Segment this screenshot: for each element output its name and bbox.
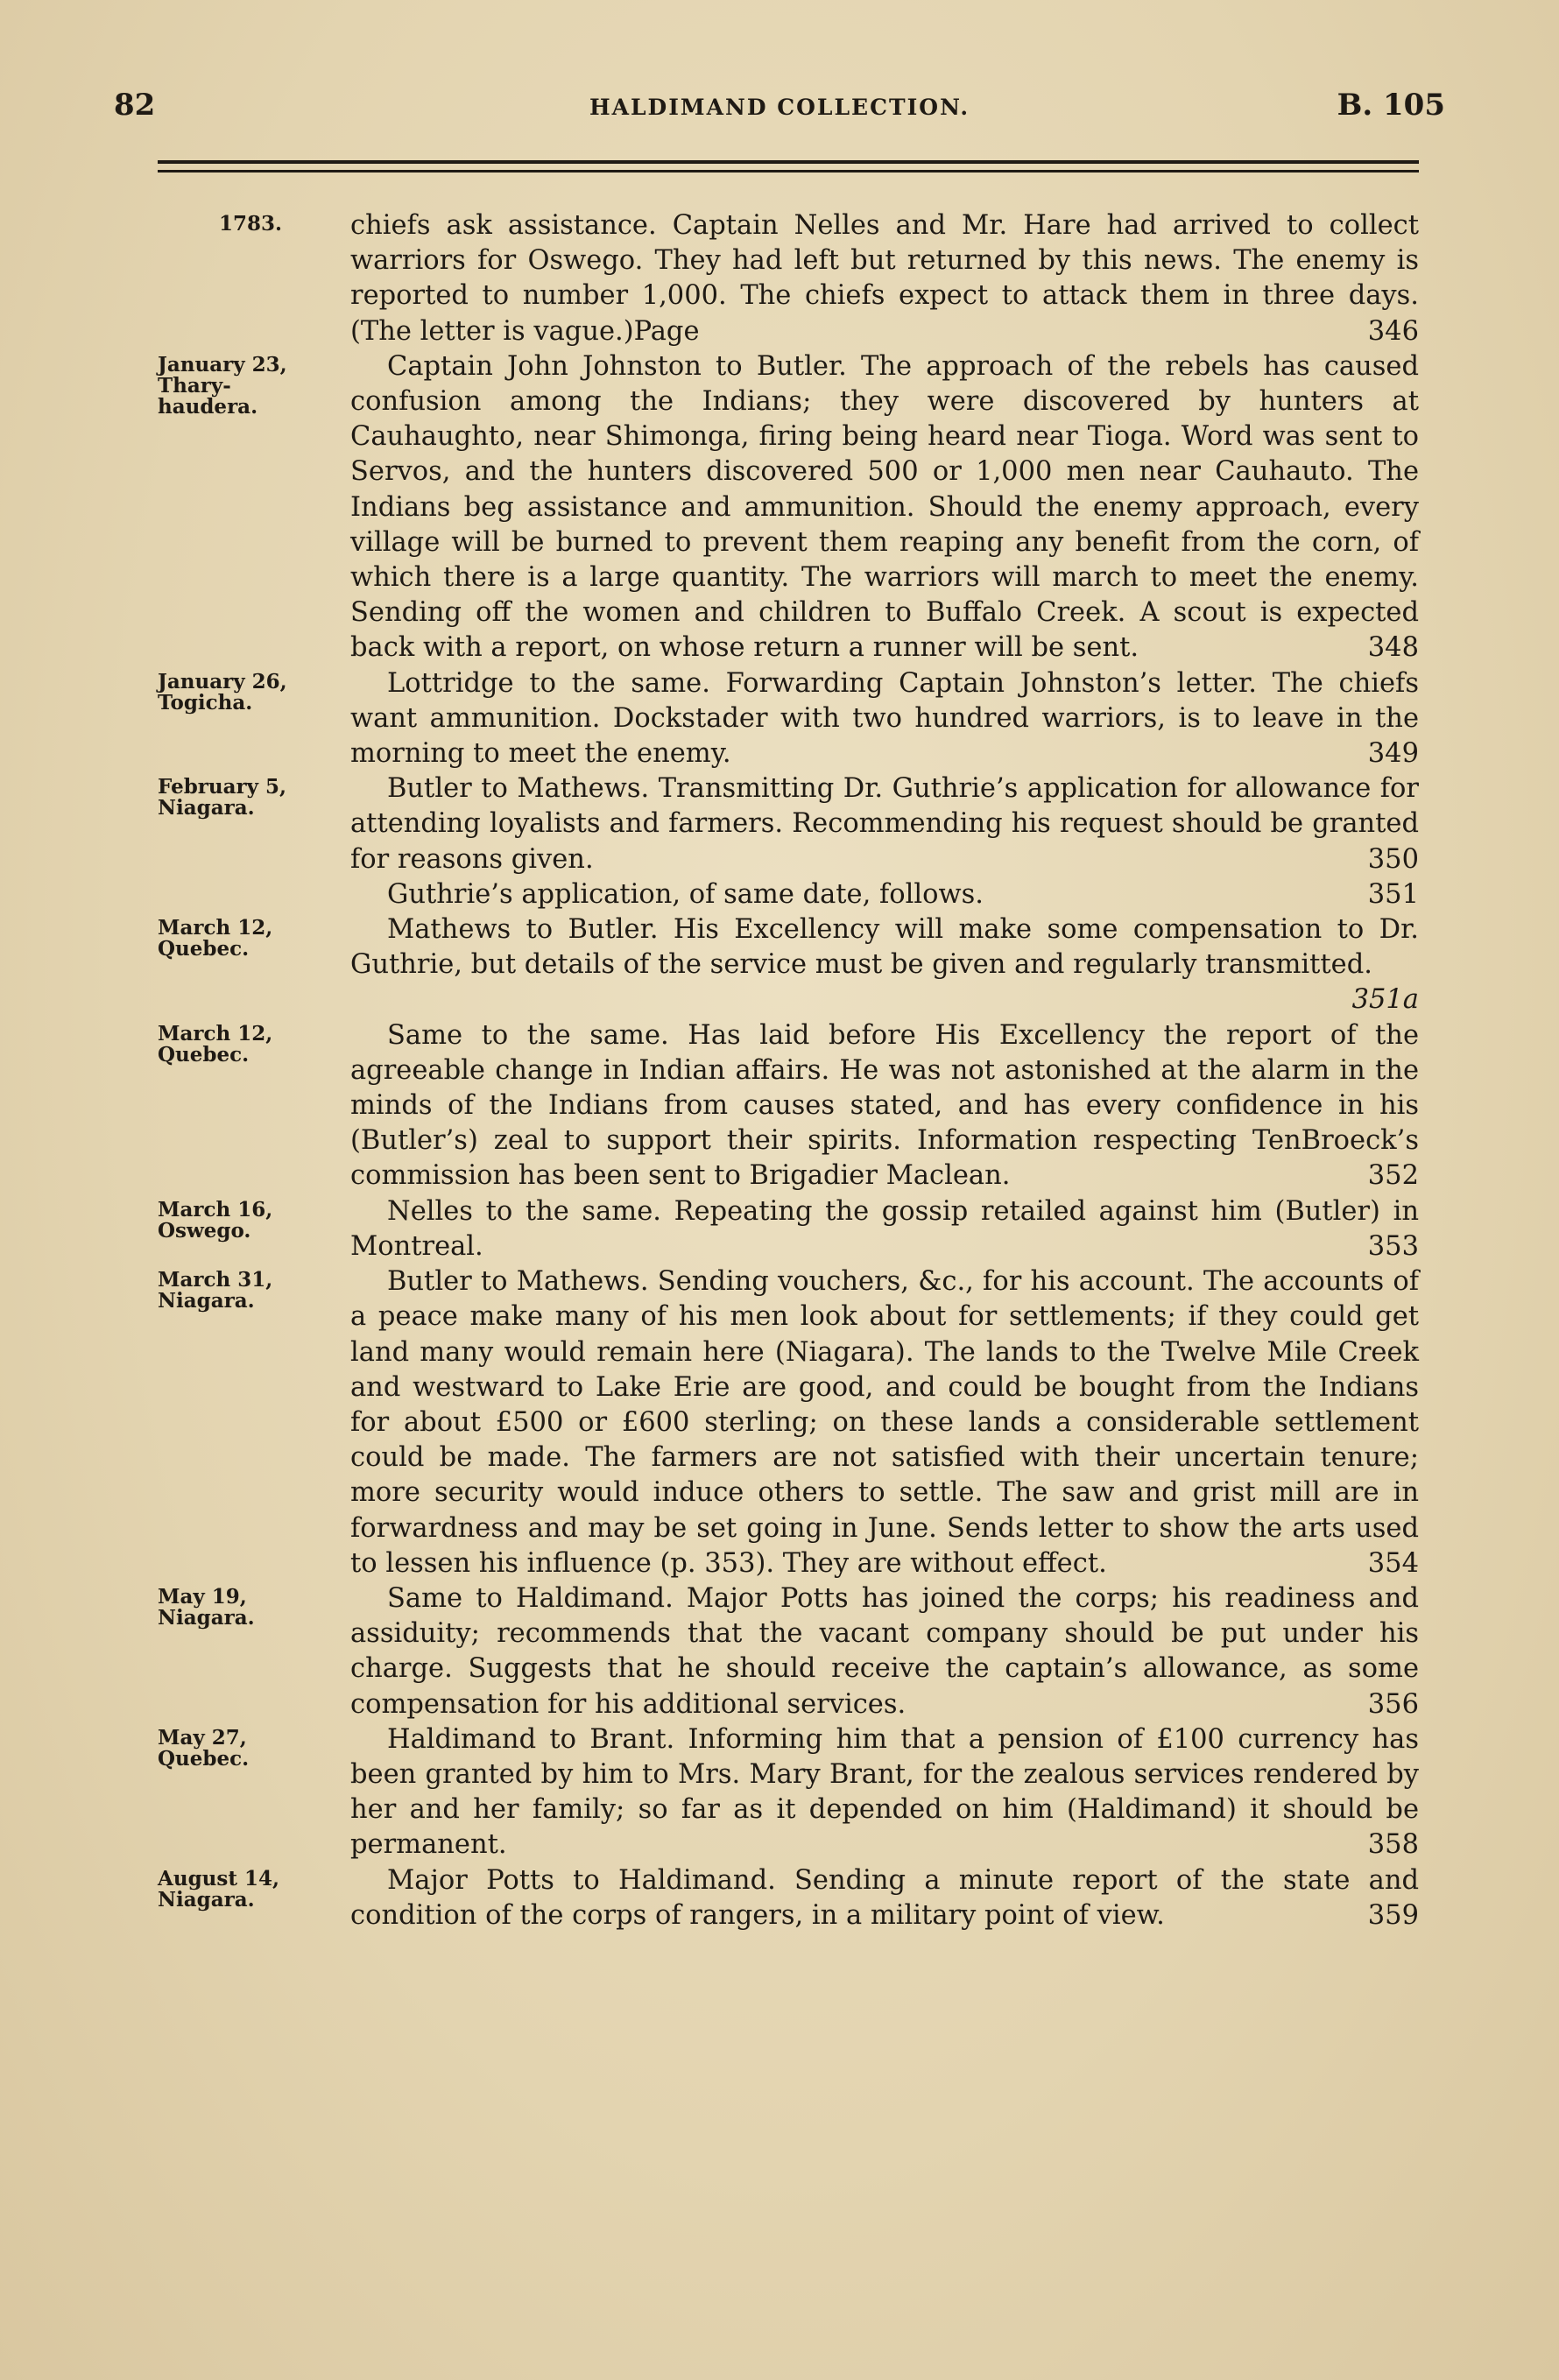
page-number: 82 — [114, 88, 156, 123]
calendar-entry — [158, 1863, 1419, 1933]
entry-text-block — [350, 771, 1419, 877]
entry-place: Quebec. — [158, 1746, 250, 1771]
entry-text-block — [350, 208, 1419, 349]
entry-marginal — [158, 771, 350, 819]
entry-page-ref: 353 — [1367, 1230, 1419, 1262]
entry-text: chiefs ask assistance. Captain Nelles and Mr. Hare had arrived to collect warriors for Oswego. They had left but returned by this news. The enemy is reported to number 1,000. The chiefs expect to attack them in three days. (The letter is vague.)Page — [350, 210, 1419, 347]
entry-text: Lottridge to the same. Forwarding Captain Johnston’s letter. The chiefs want ammunition. Dockstader with two hundred warriors, is to leave in the morning to meet the enemy. — [350, 667, 1419, 770]
entry-place: Oswego. — [158, 1218, 251, 1243]
entry-place: Niagara. — [158, 1289, 255, 1313]
calendar-entry — [158, 1018, 1419, 1194]
entry-page-ref: 351a — [1351, 984, 1419, 1016]
entry-marginal — [158, 1194, 350, 1242]
calendar-entry — [158, 208, 1419, 349]
entry-text-block — [350, 349, 1419, 666]
entry-text: Guthrie’s application, of same date, follows. — [387, 878, 984, 910]
entry-marginal — [158, 912, 350, 960]
calendar-entry — [158, 912, 1419, 1018]
entry-text-block — [350, 1863, 1419, 1933]
entry-place: Togicha. — [158, 690, 253, 715]
entry-text-block — [350, 1018, 1419, 1194]
entry-text-block — [350, 666, 1419, 772]
header-rule-thin — [158, 170, 1419, 173]
entry-text-block — [350, 1722, 1419, 1863]
entry-text-block — [350, 912, 1419, 1018]
entry-marginal — [158, 1264, 350, 1312]
entry-date: May 19, — [158, 1584, 247, 1609]
entry-page-ref: 350 — [1367, 843, 1419, 875]
entry-page-ref: 356 — [1367, 1688, 1419, 1720]
entry-marginal — [158, 349, 350, 418]
entry-place: Niagara. — [158, 796, 255, 820]
entry-page-ref: 358 — [1367, 1829, 1419, 1861]
entry-text-block — [350, 1264, 1419, 1581]
entry-text-block — [350, 877, 1419, 912]
calendar-entry — [158, 1722, 1419, 1863]
entry-marginal — [158, 1722, 350, 1770]
entry-marginal — [158, 208, 350, 235]
entry-text: Mathews to Butler. His Excellency will make some compensation to Dr. Guthrie, but details of the service must be given and regularly transmitted. — [350, 914, 1419, 981]
entry-page-ref: 348 — [1367, 632, 1419, 664]
entry-date: March 12, — [158, 1021, 273, 1046]
calendar-entry — [158, 877, 1419, 912]
entry-page-ref: 351 — [1367, 878, 1419, 910]
entry-marginal — [158, 1018, 350, 1066]
entry-date: May 27, — [158, 1725, 247, 1750]
entry-date: March 31, — [158, 1268, 273, 1292]
entry-date: August 14, — [158, 1866, 279, 1891]
entry-page-ref: 346 — [1367, 315, 1419, 347]
entry-marginal — [158, 1863, 350, 1911]
calendar-entry — [158, 771, 1419, 877]
entry-text-block — [350, 1194, 1419, 1264]
entry-place: Quebec. — [158, 937, 250, 961]
entry-text: Captain John Johnston to Butler. The approach of the rebels has caused confusion among the Indians; they were discovered by hunters at Cauhaughto, near Shimonga, firing being heard near Tioga. Word was sent to Servos, and the hunters discovered 500 or 1,000 men near Cauhauto. The Indians beg assistance and ammunition. Should the enemy approach, every village will be burned to prevent them reaping any benefit from the corn, of which there is a large quantity. The warriors will march to meet the enemy. Sending off the women and children to Buffalo Creek. A scout is expected back with a report, on whose return a runner will be sent. — [350, 350, 1419, 664]
entry-marginal — [158, 666, 350, 714]
entry-text-block — [350, 1581, 1419, 1722]
entry-place: Niagara. — [158, 1887, 255, 1912]
entry-marginal — [158, 877, 350, 883]
calendar-entries — [158, 208, 1419, 1933]
page-header — [114, 88, 1445, 131]
entry-page-ref: 352 — [1367, 1160, 1419, 1192]
entry-page-ref: 359 — [1367, 1899, 1419, 1931]
calendar-entry — [158, 1194, 1419, 1264]
entry-place: Thary-haudera. — [158, 373, 258, 419]
entry-date: January 26, — [158, 669, 287, 694]
entry-text: Major Potts to Haldimand. Sending a minute report of the state and condition of the corps of rangers, in a military point of view. — [350, 1864, 1419, 1931]
entry-text: Haldimand to Brant. Informing him that a pension of £100 currency has been granted by him to Mrs. Mary Brant, for the zealous services rendered by her and her family; so far as it depended on him (Haldimand) it should be permanent. — [350, 1723, 1419, 1861]
entry-text: Nelles to the same. Repeating the gossip retailed against him (Butler) in Montreal. — [350, 1195, 1419, 1262]
entry-page-ref: 354 — [1367, 1547, 1419, 1579]
entry-text: Butler to Mathews. Transmitting Dr. Guthrie’s application for allowance for attending loyalists and farmers. Recommending his request should be granted for reasons given. — [350, 773, 1419, 875]
calendar-entry — [158, 1264, 1419, 1581]
calendar-entry — [158, 1581, 1419, 1722]
header-rule-thick — [158, 160, 1419, 164]
entry-date: March 16, — [158, 1197, 273, 1222]
entry-text: Same to the same. Has laid before His Excellency the report of the agreeable change in Indian affairs. He was not astonished at the alarm in the minds of the Indians from causes stated, and has every confidence in his (Butler’s) zeal to support their spirits. Information respecting TenBroeck’s commission has been sent to Brigadier Maclean. — [350, 1019, 1419, 1192]
volume-reference: B. 105 — [1337, 88, 1445, 123]
entry-date: 1783. — [219, 212, 283, 236]
running-title: HALDIMAND COLLECTION. — [589, 95, 970, 120]
entry-date: March 12, — [158, 916, 273, 940]
entry-place: Niagara. — [158, 1605, 255, 1630]
entry-date: February 5, — [158, 775, 287, 799]
entry-page-ref: 349 — [1367, 738, 1419, 770]
calendar-entry — [158, 349, 1419, 666]
entry-text: Butler to Mathews. Sending vouchers, &c., for his account. The accounts of a peace make many of his men look about for settlements; if they could get land many would remain here (Niagara). The lands to the Twelve Mile Creek and westward to Lake Erie are good, and could be bought from the Indians for about £500 or £600 sterling; on these lands a considerable settlement could be made. The farmers are not satisfied with their uncertain tenure; more security would induce others to settle. The saw and grist mill are in forwardness and may be set going in June. Sends letter to show the arts used to lessen his influence (p. 353). They are without effect. — [350, 1266, 1419, 1579]
entry-place: Quebec. — [158, 1042, 250, 1067]
entry-date: January 23, — [158, 352, 287, 377]
calendar-entry — [158, 666, 1419, 772]
entry-text: Same to Haldimand. Major Potts has joined the corps; his readiness and assiduity; recommends that the vacant company should be put under his charge. Suggests that he should receive the captain’s allowance, as some compensation for his additional services. — [350, 1582, 1419, 1720]
entry-marginal — [158, 1581, 350, 1629]
